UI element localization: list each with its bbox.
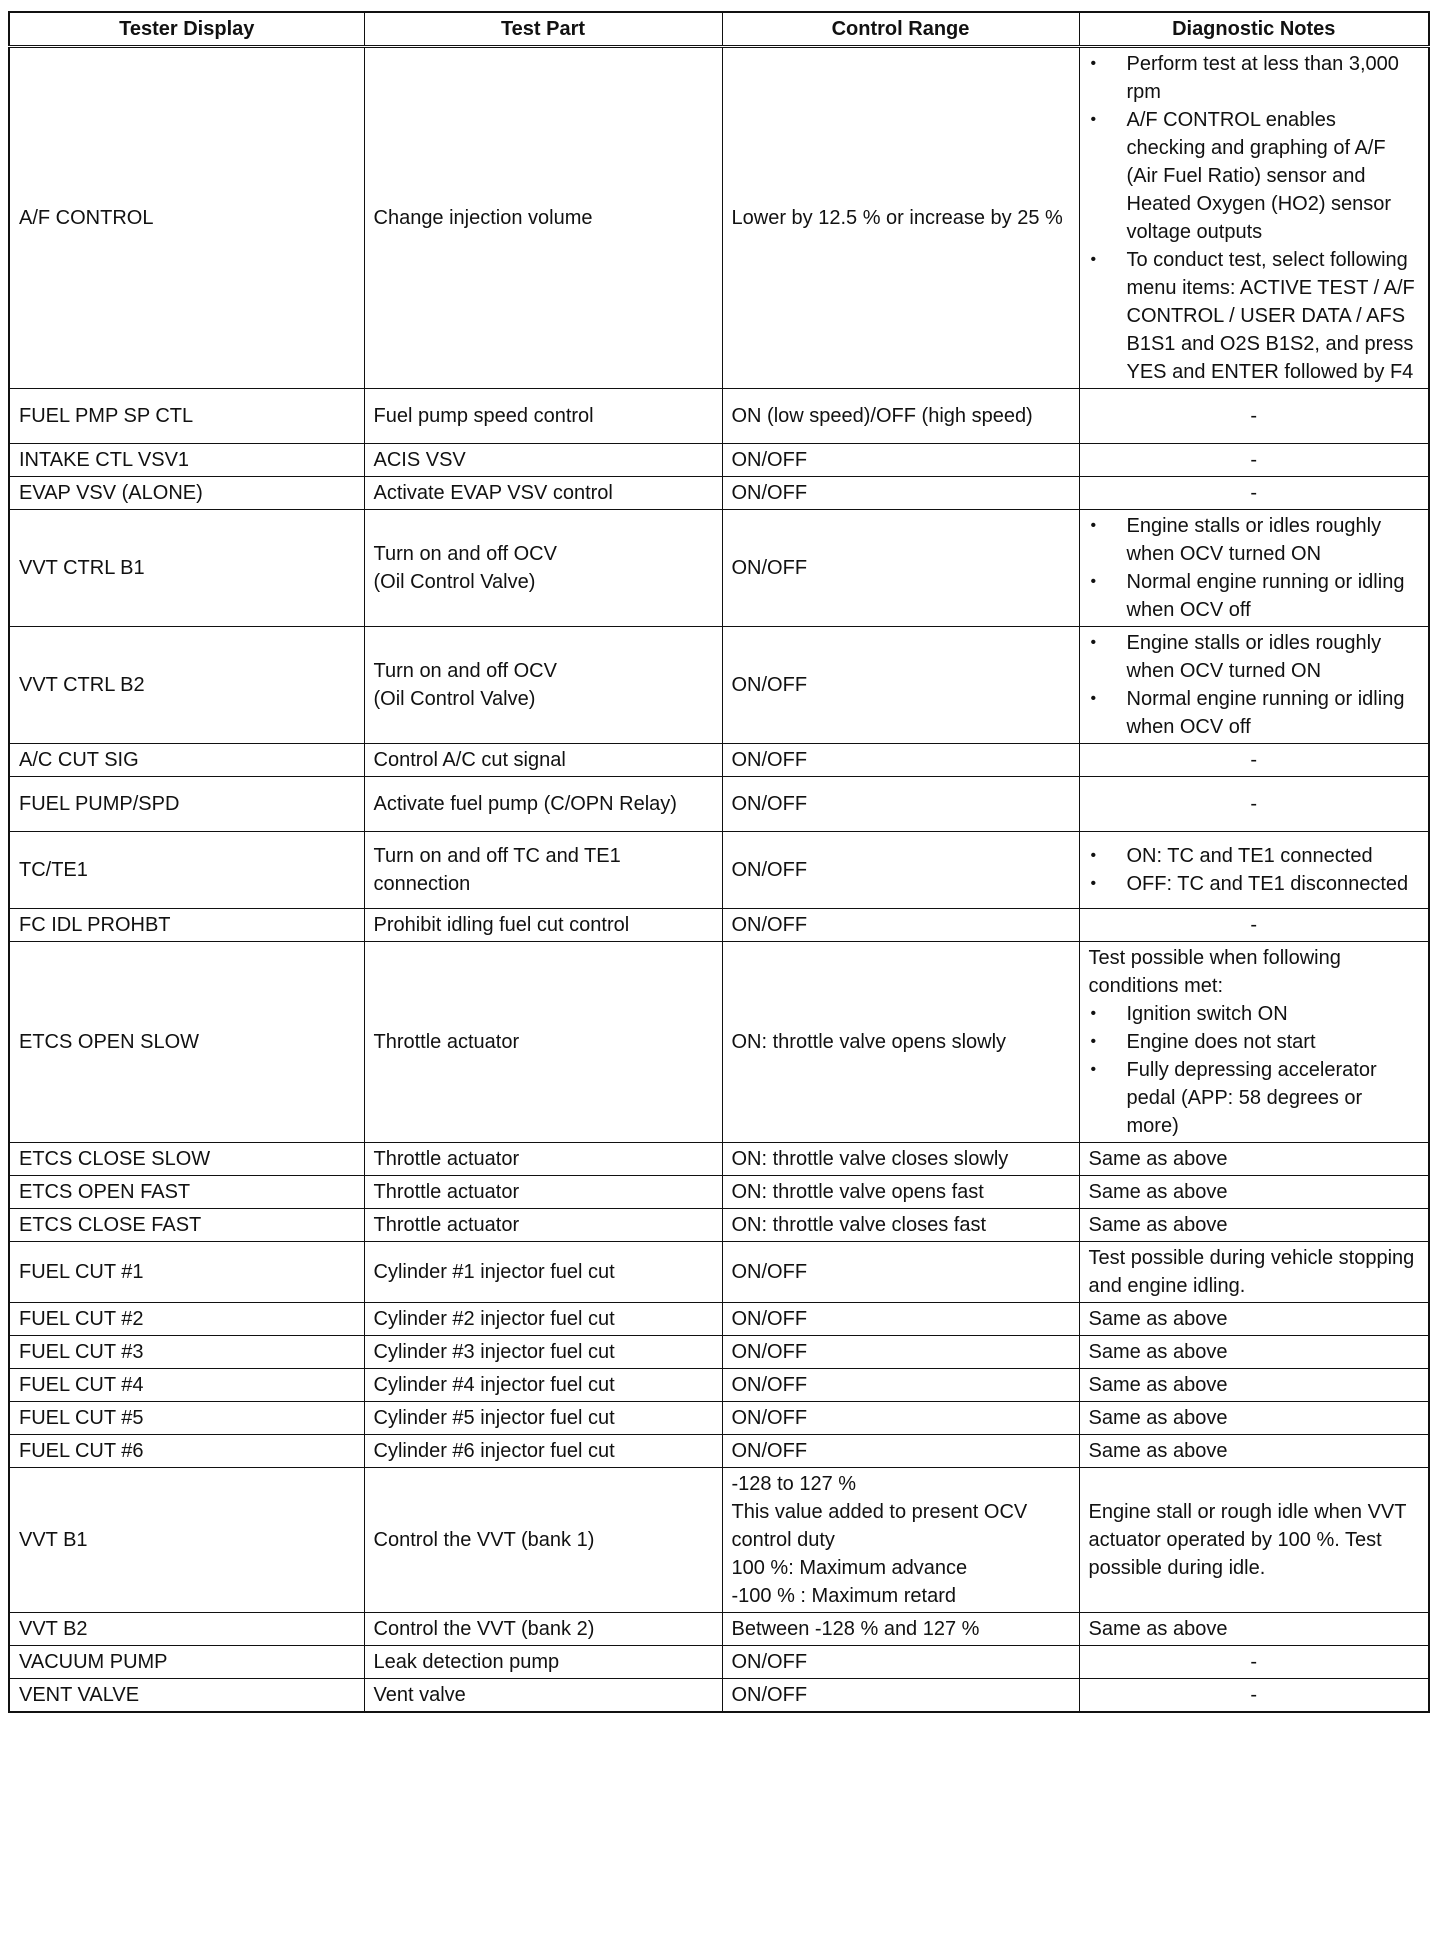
cell-control-range bbox=[722, 1402, 1079, 1435]
control-range-line: ON: throttle valve closes slowly bbox=[731, 1148, 1009, 1170]
note-bullet: • Engine stalls or idles roughly when OCV turned ON bbox=[1089, 629, 1420, 685]
cell-diagnostic-notes bbox=[1079, 627, 1429, 744]
note-bullet-list bbox=[1089, 629, 1420, 741]
cell-test-part bbox=[364, 777, 722, 832]
control-range-line: Between -128 % and 127 % bbox=[731, 1618, 980, 1640]
table-row bbox=[9, 1369, 1429, 1402]
cell-tester-display: FUEL CUT #6 bbox=[9, 1435, 364, 1468]
control-range-line: -100 % : Maximum retard bbox=[731, 1585, 957, 1607]
control-range-line: ON/OFF bbox=[731, 1684, 808, 1706]
control-range-line: ON: throttle valve opens slowly bbox=[731, 1031, 1007, 1053]
test-part-line: Leak detection pump bbox=[373, 1651, 560, 1673]
test-part-line: Control the VVT (bank 2) bbox=[373, 1618, 595, 1640]
test-part-line: Throttle actuator bbox=[373, 1181, 520, 1203]
cell-diagnostic-notes bbox=[1079, 1468, 1429, 1613]
table-row bbox=[9, 1679, 1429, 1713]
cell-tester-display: A/F CONTROL bbox=[9, 47, 364, 389]
cell-tester-display: FUEL CUT #5 bbox=[9, 1402, 364, 1435]
cell-tester-display: FUEL CUT #1 bbox=[9, 1242, 364, 1303]
cell-diagnostic-notes bbox=[1079, 1176, 1429, 1209]
table-row bbox=[9, 47, 1429, 389]
table-row bbox=[9, 627, 1429, 744]
note-text: Same as above bbox=[1088, 1148, 1228, 1170]
cell-control-range bbox=[722, 389, 1079, 444]
note-bullet-list bbox=[1089, 1000, 1420, 1140]
cell-test-part bbox=[364, 47, 722, 389]
cell-control-range bbox=[722, 477, 1079, 510]
note-intro: Test possible when following conditions met: bbox=[1088, 947, 1341, 997]
cell-diagnostic-notes bbox=[1079, 832, 1429, 909]
test-part-line: Turn on and off OCV bbox=[373, 660, 557, 682]
cell-test-part bbox=[364, 1303, 722, 1336]
cell-tester-display: VVT B2 bbox=[9, 1613, 364, 1646]
control-range-line: ON/OFF bbox=[731, 914, 808, 936]
test-part-line: Prohibit idling fuel cut control bbox=[373, 914, 630, 936]
cell-diagnostic-notes bbox=[1079, 777, 1429, 832]
test-part-line: Vent valve bbox=[373, 1684, 466, 1706]
table-row bbox=[9, 1336, 1429, 1369]
test-part-line: (Oil Control Valve) bbox=[373, 571, 536, 593]
cell-control-range bbox=[722, 1143, 1079, 1176]
cell-tester-display: VVT CTRL B2 bbox=[9, 627, 364, 744]
control-range-line: ON: throttle valve opens fast bbox=[731, 1181, 984, 1203]
cell-diagnostic-notes bbox=[1079, 1613, 1429, 1646]
test-part-line: Turn on and off TC and TE1 connection bbox=[373, 845, 621, 895]
cell-tester-display: FUEL CUT #2 bbox=[9, 1303, 364, 1336]
table-row bbox=[9, 832, 1429, 909]
table-header bbox=[9, 12, 1429, 47]
cell-diagnostic-notes bbox=[1079, 1646, 1429, 1679]
active-test-table-document bbox=[8, 11, 1428, 1713]
cell-diagnostic-notes bbox=[1079, 389, 1429, 444]
control-range-line: ON/OFF bbox=[731, 793, 808, 815]
cell-tester-display: VVT CTRL B1 bbox=[9, 510, 364, 627]
note-text: Same as above bbox=[1088, 1374, 1228, 1396]
header-test-part: Test Part bbox=[364, 12, 722, 47]
test-part-line: Cylinder #5 injector fuel cut bbox=[373, 1407, 615, 1429]
cell-test-part bbox=[364, 444, 722, 477]
header-tester-display: Tester Display bbox=[9, 12, 364, 47]
cell-test-part bbox=[364, 477, 722, 510]
cell-test-part bbox=[364, 1435, 722, 1468]
cell-diagnostic-notes bbox=[1079, 1435, 1429, 1468]
cell-control-range bbox=[722, 909, 1079, 942]
table-row bbox=[9, 909, 1429, 942]
control-range-line: ON/OFF bbox=[731, 1374, 808, 1396]
cell-control-range bbox=[722, 510, 1079, 627]
note-bullet: • Normal engine running or idling when OCV off bbox=[1089, 685, 1420, 741]
control-range-line: ON/OFF bbox=[731, 859, 808, 881]
cell-control-range bbox=[722, 444, 1079, 477]
note-text: Same as above bbox=[1088, 1308, 1228, 1330]
table-row bbox=[9, 389, 1429, 444]
cell-diagnostic-notes bbox=[1079, 444, 1429, 477]
cell-control-range bbox=[722, 1336, 1079, 1369]
cell-tester-display: FUEL PUMP/SPD bbox=[9, 777, 364, 832]
cell-diagnostic-notes bbox=[1079, 1369, 1429, 1402]
note-text: Same as above bbox=[1088, 1341, 1228, 1363]
cell-tester-display: A/C CUT SIG bbox=[9, 744, 364, 777]
control-range-line: ON/OFF bbox=[731, 1341, 808, 1363]
cell-test-part bbox=[364, 627, 722, 744]
note-bullet: • ON: TC and TE1 connected bbox=[1089, 842, 1420, 870]
note-dash: - bbox=[1250, 1684, 1258, 1706]
cell-control-range bbox=[722, 627, 1079, 744]
cell-control-range bbox=[722, 1209, 1079, 1242]
test-part-line: Throttle actuator bbox=[373, 1148, 520, 1170]
cell-control-range bbox=[722, 1646, 1079, 1679]
cell-diagnostic-notes bbox=[1079, 1679, 1429, 1713]
table-row bbox=[9, 1242, 1429, 1303]
test-part-line: Change injection volume bbox=[373, 207, 593, 229]
cell-control-range bbox=[722, 777, 1079, 832]
note-text: Same as above bbox=[1088, 1181, 1228, 1203]
test-part-line: Cylinder #1 injector fuel cut bbox=[373, 1261, 615, 1283]
note-text: Same as above bbox=[1088, 1618, 1228, 1640]
cell-diagnostic-notes bbox=[1079, 1242, 1429, 1303]
table-row bbox=[9, 444, 1429, 477]
control-range-line: This value added to present OCV control duty bbox=[731, 1501, 1028, 1551]
note-bullet-list bbox=[1089, 50, 1420, 386]
table-row bbox=[9, 1646, 1429, 1679]
cell-diagnostic-notes bbox=[1079, 477, 1429, 510]
cell-diagnostic-notes bbox=[1079, 1143, 1429, 1176]
note-dash: - bbox=[1250, 749, 1258, 771]
cell-test-part bbox=[364, 942, 722, 1143]
table-row bbox=[9, 1303, 1429, 1336]
control-range-line: ON/OFF bbox=[731, 1407, 808, 1429]
note-text: Test possible during vehicle stopping and engine idling. bbox=[1088, 1247, 1415, 1297]
header-row bbox=[9, 12, 1429, 47]
note-bullet-list bbox=[1089, 512, 1420, 624]
cell-control-range bbox=[722, 1369, 1079, 1402]
table-row bbox=[9, 1468, 1429, 1613]
table-row bbox=[9, 777, 1429, 832]
control-range-line: ON/OFF bbox=[731, 557, 808, 579]
note-bullet: • A/F CONTROL enables checking and graphing of A/F (Air Fuel Ratio) sensor and Heated Oxygen (HO2) sensor voltage outputs bbox=[1089, 106, 1420, 246]
cell-control-range bbox=[722, 47, 1079, 389]
test-part-line: ACIS VSV bbox=[373, 449, 466, 471]
header-control-range: Control Range bbox=[722, 12, 1079, 47]
note-bullet: • Fully depressing accelerator pedal (APP: 58 degrees or more) bbox=[1089, 1056, 1420, 1140]
control-range-line: ON/OFF bbox=[731, 674, 808, 696]
cell-control-range bbox=[722, 832, 1079, 909]
table-body bbox=[9, 47, 1429, 1713]
test-part-line: Control A/C cut signal bbox=[373, 749, 566, 771]
cell-tester-display: VVT B1 bbox=[9, 1468, 364, 1613]
note-text: Engine stall or rough idle when VVT actuator operated by 100 %. Test possible during idle. bbox=[1088, 1501, 1407, 1579]
control-range-line: ON/OFF bbox=[731, 1261, 808, 1283]
cell-tester-display: ETCS OPEN SLOW bbox=[9, 942, 364, 1143]
test-part-line: Control the VVT (bank 1) bbox=[373, 1529, 595, 1551]
test-part-line: Turn on and off OCV bbox=[373, 543, 557, 565]
note-dash: - bbox=[1250, 482, 1258, 504]
note-dash: - bbox=[1250, 914, 1258, 936]
control-range-line: ON: throttle valve closes fast bbox=[731, 1214, 987, 1236]
note-text: Same as above bbox=[1088, 1407, 1228, 1429]
control-range-line: ON/OFF bbox=[731, 482, 808, 504]
cell-tester-display: VACUUM PUMP bbox=[9, 1646, 364, 1679]
test-part-line: Fuel pump speed control bbox=[373, 405, 594, 427]
cell-tester-display: INTAKE CTL VSV1 bbox=[9, 444, 364, 477]
cell-test-part bbox=[364, 1176, 722, 1209]
note-bullet: • Engine does not start bbox=[1089, 1028, 1420, 1056]
cell-control-range bbox=[722, 1613, 1079, 1646]
cell-control-range bbox=[722, 1435, 1079, 1468]
cell-diagnostic-notes bbox=[1079, 510, 1429, 627]
cell-control-range bbox=[722, 1468, 1079, 1613]
cell-test-part bbox=[364, 1209, 722, 1242]
table-row bbox=[9, 1402, 1429, 1435]
control-range-line: 100 %: Maximum advance bbox=[731, 1557, 968, 1579]
control-range-line: ON (low speed)/OFF (high speed) bbox=[731, 405, 1033, 427]
cell-test-part bbox=[364, 389, 722, 444]
control-range-line: ON/OFF bbox=[731, 1440, 808, 1462]
table-row bbox=[9, 1435, 1429, 1468]
cell-diagnostic-notes bbox=[1079, 744, 1429, 777]
test-part-line: Activate EVAP VSV control bbox=[373, 482, 613, 504]
cell-tester-display: FUEL PMP SP CTL bbox=[9, 389, 364, 444]
table-row bbox=[9, 1209, 1429, 1242]
cell-tester-display: FUEL CUT #4 bbox=[9, 1369, 364, 1402]
control-range-line: ON/OFF bbox=[731, 1651, 808, 1673]
table-row bbox=[9, 1176, 1429, 1209]
cell-tester-display: VENT VALVE bbox=[9, 1679, 364, 1713]
cell-test-part bbox=[364, 832, 722, 909]
active-test-table bbox=[8, 11, 1430, 1713]
control-range-line: ON/OFF bbox=[731, 449, 808, 471]
cell-control-range bbox=[722, 1303, 1079, 1336]
cell-test-part bbox=[364, 1468, 722, 1613]
test-part-line: Cylinder #3 injector fuel cut bbox=[373, 1341, 615, 1363]
test-part-line: Cylinder #4 injector fuel cut bbox=[373, 1374, 615, 1396]
cell-control-range bbox=[722, 942, 1079, 1143]
control-range-line: ON/OFF bbox=[731, 1308, 808, 1330]
note-dash: - bbox=[1250, 449, 1258, 471]
test-part-line: Throttle actuator bbox=[373, 1214, 520, 1236]
cell-test-part bbox=[364, 744, 722, 777]
cell-test-part bbox=[364, 1613, 722, 1646]
note-dash: - bbox=[1250, 793, 1258, 815]
cell-control-range bbox=[722, 744, 1079, 777]
cell-test-part bbox=[364, 1143, 722, 1176]
cell-diagnostic-notes bbox=[1079, 1209, 1429, 1242]
table-row bbox=[9, 510, 1429, 627]
cell-tester-display: FUEL CUT #3 bbox=[9, 1336, 364, 1369]
cell-test-part bbox=[364, 510, 722, 627]
cell-diagnostic-notes bbox=[1079, 1303, 1429, 1336]
test-part-line: Cylinder #6 injector fuel cut bbox=[373, 1440, 615, 1462]
test-part-line: Throttle actuator bbox=[373, 1031, 520, 1053]
header-diagnostic-notes: Diagnostic Notes bbox=[1079, 12, 1429, 47]
test-part-line: (Oil Control Valve) bbox=[373, 688, 536, 710]
test-part-line: Cylinder #2 injector fuel cut bbox=[373, 1308, 615, 1330]
cell-test-part bbox=[364, 1679, 722, 1713]
cell-diagnostic-notes bbox=[1079, 909, 1429, 942]
cell-tester-display: TC/TE1 bbox=[9, 832, 364, 909]
cell-tester-display: ETCS OPEN FAST bbox=[9, 1176, 364, 1209]
cell-tester-display: ETCS CLOSE SLOW bbox=[9, 1143, 364, 1176]
note-dash: - bbox=[1250, 405, 1258, 427]
table-row bbox=[9, 744, 1429, 777]
cell-diagnostic-notes bbox=[1079, 1402, 1429, 1435]
cell-test-part bbox=[364, 1646, 722, 1679]
cell-test-part bbox=[364, 1369, 722, 1402]
table-row bbox=[9, 1143, 1429, 1176]
cell-control-range bbox=[722, 1679, 1079, 1713]
note-dash: - bbox=[1250, 1651, 1258, 1673]
note-bullet: • To conduct test, select following menu items: ACTIVE TEST / A/F CONTROL / USER DATA / AFS B1S1 and O2S B1S2, and press YES and ENTER followed by F4 bbox=[1089, 246, 1420, 386]
cell-diagnostic-notes bbox=[1079, 942, 1429, 1143]
test-part-line: Activate fuel pump (C/OPN Relay) bbox=[373, 793, 677, 815]
cell-test-part bbox=[364, 1402, 722, 1435]
cell-diagnostic-notes bbox=[1079, 47, 1429, 389]
table-row bbox=[9, 942, 1429, 1143]
note-bullet: • Normal engine running or idling when OCV off bbox=[1089, 568, 1420, 624]
control-range-line: -128 to 127 % bbox=[731, 1473, 857, 1495]
note-text: Same as above bbox=[1088, 1440, 1228, 1462]
note-bullet: • Ignition switch ON bbox=[1089, 1000, 1420, 1028]
control-range-line: Lower by 12.5 % or increase by 25 % bbox=[731, 207, 1063, 229]
cell-tester-display: EVAP VSV (ALONE) bbox=[9, 477, 364, 510]
note-bullet-list bbox=[1089, 842, 1420, 898]
cell-tester-display: FC IDL PROHBT bbox=[9, 909, 364, 942]
cell-test-part bbox=[364, 1336, 722, 1369]
cell-tester-display: ETCS CLOSE FAST bbox=[9, 1209, 364, 1242]
control-range-line: ON/OFF bbox=[731, 749, 808, 771]
table-row bbox=[9, 1613, 1429, 1646]
table-row bbox=[9, 477, 1429, 510]
note-bullet: • Perform test at less than 3,000 rpm bbox=[1089, 50, 1420, 106]
note-bullet: • OFF: TC and TE1 disconnected bbox=[1089, 870, 1420, 898]
note-text: Same as above bbox=[1088, 1214, 1228, 1236]
cell-diagnostic-notes bbox=[1079, 1336, 1429, 1369]
cell-control-range bbox=[722, 1242, 1079, 1303]
cell-test-part bbox=[364, 1242, 722, 1303]
note-bullet: • Engine stalls or idles roughly when OCV turned ON bbox=[1089, 512, 1420, 568]
cell-control-range bbox=[722, 1176, 1079, 1209]
cell-test-part bbox=[364, 909, 722, 942]
